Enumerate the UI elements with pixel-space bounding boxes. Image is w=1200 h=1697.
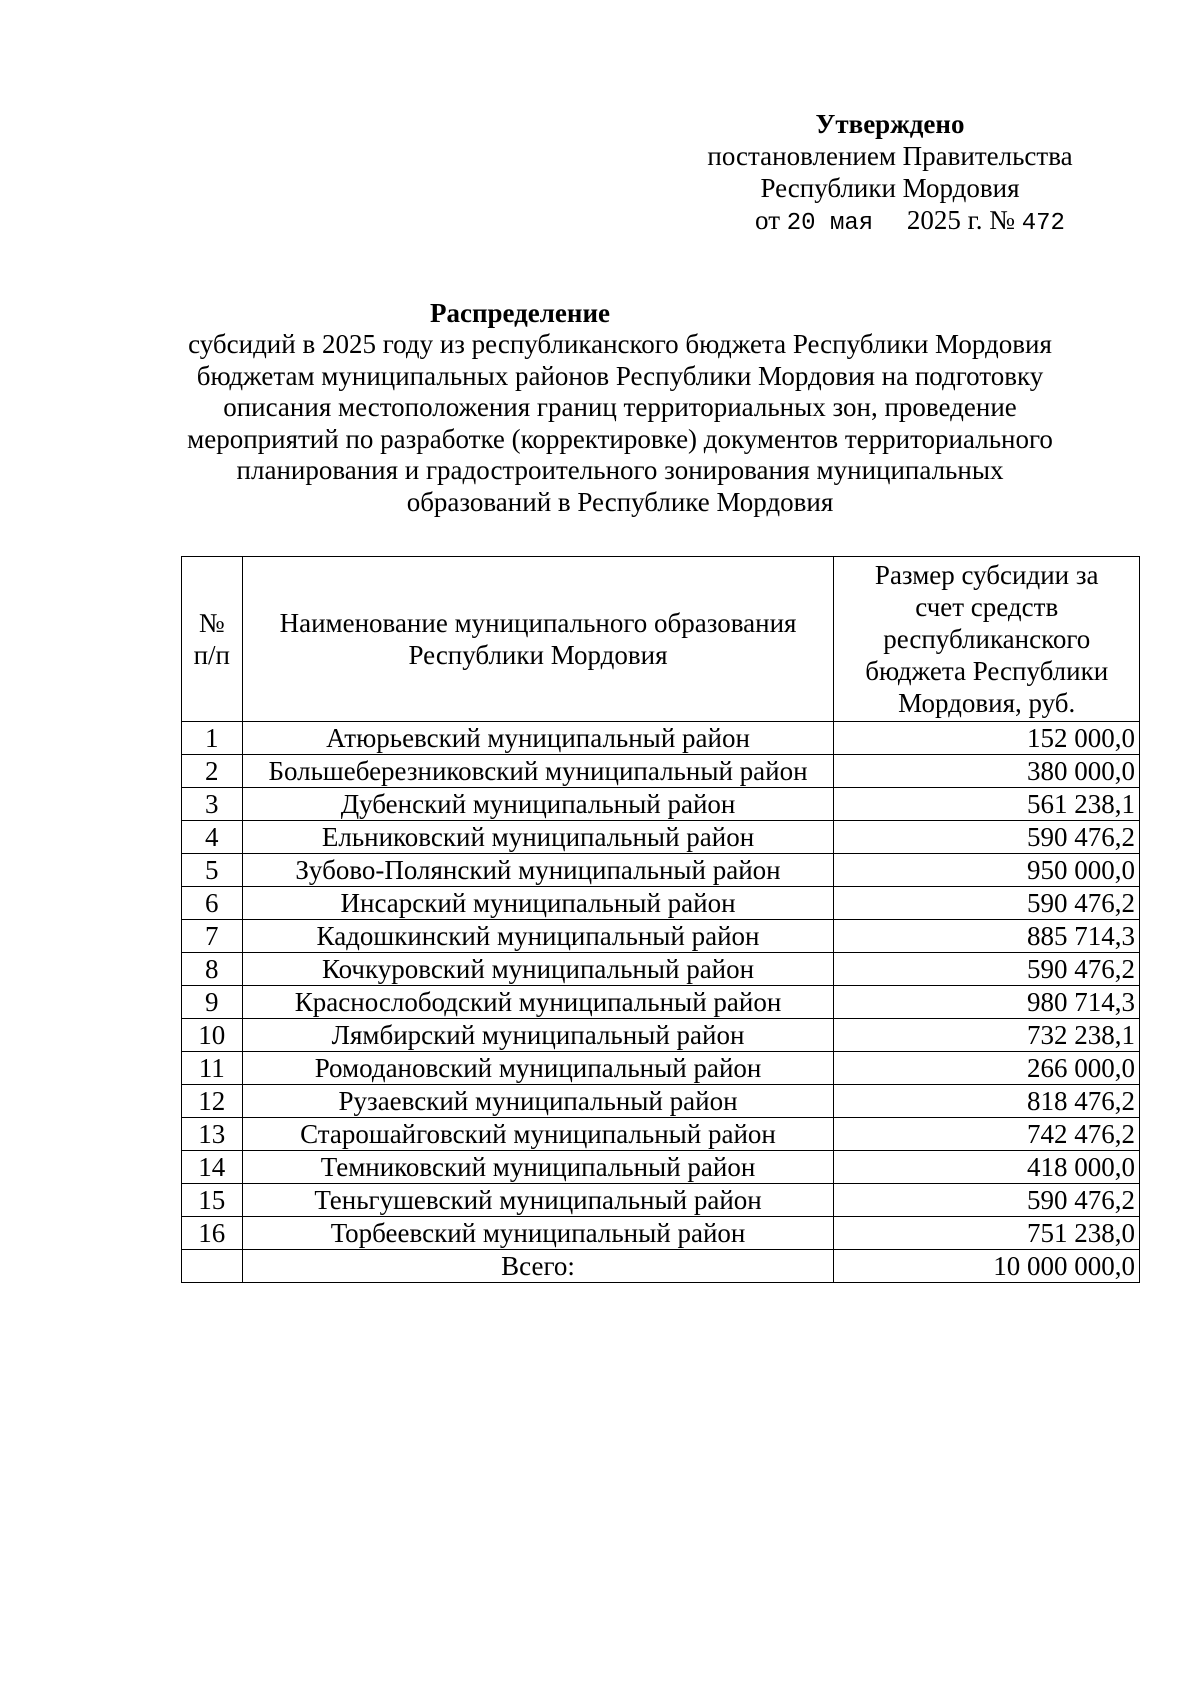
table-row: [182, 854, 1140, 887]
header-amount: [834, 557, 1140, 722]
subtitle-line: образований в Республике Мордовия: [406, 486, 834, 517]
subsidy-distribution-table: [181, 556, 1140, 1283]
table-row: [182, 788, 1140, 821]
subtitle-line: бюджетам муниципальных районов Республики Мордовия на подготовку: [196, 360, 1044, 391]
date-prefix: от: [755, 205, 780, 235]
row-name: Инсарский муниципальный район: [242, 887, 834, 920]
row-name: Теньгушевский муниципальный район: [242, 1184, 834, 1217]
table-row: [182, 1019, 1140, 1052]
table-row: [182, 953, 1140, 986]
total-label: Всего:: [242, 1250, 834, 1283]
table-row: [182, 1151, 1140, 1184]
row-amount: 818 476,2: [834, 1085, 1140, 1118]
total-amount: 10 000 000,0: [834, 1250, 1140, 1283]
row-name: Темниковский муниципальный район: [242, 1151, 834, 1184]
row-number: 6: [182, 887, 243, 920]
row-amount: 590 476,2: [834, 821, 1140, 854]
row-number: 10: [182, 1019, 243, 1052]
approved-heading: Утверждено: [815, 109, 965, 139]
row-amount: 380 000,0: [834, 755, 1140, 788]
document-title: Распределение: [429, 298, 611, 328]
total-num-cell: [182, 1250, 243, 1283]
row-number: 7: [182, 920, 243, 953]
row-amount: 751 238,0: [834, 1217, 1140, 1250]
row-number: 4: [182, 821, 243, 854]
table-row: [182, 920, 1140, 953]
row-number: 11: [182, 1052, 243, 1085]
row-amount: 885 714,3: [834, 920, 1140, 953]
subtitle-line: описания местоположения границ территориальных зон, проведение: [223, 392, 1017, 422]
row-amount: 950 000,0: [834, 854, 1140, 887]
header-amount-line: Размер субсидии за: [874, 560, 1099, 590]
row-name: Кочкуровский муниципальный район: [242, 953, 834, 986]
row-amount: 561 238,1: [834, 788, 1140, 821]
row-amount: 266 000,0: [834, 1052, 1140, 1085]
row-number: 12: [182, 1085, 243, 1118]
row-amount: 590 476,2: [834, 1184, 1140, 1217]
row-name: Рузаевский муниципальный район: [242, 1085, 834, 1118]
header-name-line: Наименование муниципального образования: [279, 608, 797, 638]
row-number: 5: [182, 854, 243, 887]
row-amount: 418 000,0: [834, 1151, 1140, 1184]
table-row: [182, 1184, 1140, 1217]
table-row: [182, 821, 1140, 854]
row-number: 2: [182, 755, 243, 788]
row-name: Атюрьевский муниципальный район: [242, 722, 834, 755]
approval-block: [690, 108, 1090, 240]
row-name: Старошайговский муниципальный район: [242, 1118, 834, 1151]
approval-line-2: Республики Мордовия: [760, 173, 1020, 203]
table-row: [182, 986, 1140, 1019]
resolution-number: 472: [1021, 210, 1065, 237]
total-row: [182, 1250, 1140, 1283]
table-row: [182, 1052, 1140, 1085]
row-number: 13: [182, 1118, 243, 1151]
row-number: 8: [182, 953, 243, 986]
row-number: 15: [182, 1184, 243, 1217]
row-name: Ромодановский муниципальный район: [242, 1052, 834, 1085]
row-number: 16: [182, 1217, 243, 1250]
header-amount-line: Мордовия, руб.: [898, 688, 1076, 718]
table-row: [182, 1085, 1140, 1118]
row-name: Ельниковский муниципальный район: [242, 821, 834, 854]
header-amount-line: республиканского: [883, 624, 1091, 654]
row-amount: 590 476,2: [834, 953, 1140, 986]
row-amount: 732 238,1: [834, 1019, 1140, 1052]
table-row: [182, 1118, 1140, 1151]
row-amount: 742 476,2: [834, 1118, 1140, 1151]
row-name: Лямбирский муниципальный район: [242, 1019, 834, 1052]
row-name: Зубово-Полянский муниципальный район: [242, 854, 834, 887]
header-amount-line: счет средств: [915, 592, 1059, 622]
row-name: Краснослободский муниципальный район: [242, 986, 834, 1019]
subtitle-line: мероприятий по разработке (корректировке) документов территориального: [187, 423, 1053, 454]
row-number: 14: [182, 1151, 243, 1184]
document-subtitle: [120, 329, 1120, 518]
row-name: Дубенский муниципальный район: [242, 788, 834, 821]
date-year: 2025 г. №: [906, 205, 1015, 235]
table-row: [182, 755, 1140, 788]
header-num: [182, 557, 243, 722]
header-num-line: №: [198, 608, 225, 638]
table-row: [182, 722, 1140, 755]
row-name: Торбеевский муниципальный район: [242, 1217, 834, 1250]
header-num-line: п/п: [193, 640, 230, 670]
header-name-line: Республики Мордовия: [408, 640, 668, 670]
row-amount: 980 714,3: [834, 986, 1140, 1019]
row-number: 1: [182, 722, 243, 755]
row-amount: 590 476,2: [834, 887, 1140, 920]
row-number: 3: [182, 788, 243, 821]
row-name: Большеберезниковский муниципальный район: [242, 755, 834, 788]
table-header-row: [182, 557, 1140, 722]
approval-date-line: [690, 204, 1090, 240]
row-number: 9: [182, 986, 243, 1019]
header-name: [242, 557, 834, 722]
subtitle-line: планирования и градостроительного зонирования муниципальных: [236, 455, 1004, 485]
row-name: Кадошкинский муниципальный район: [242, 920, 834, 953]
subtitle-line: субсидий в 2025 году из республиканского бюджета Республики Мордовия: [188, 329, 1052, 359]
approval-line-1: постановлением Правительства: [707, 141, 1073, 171]
table-row: [182, 1217, 1140, 1250]
header-amount-line: бюджета Республики: [865, 656, 1109, 686]
table-row: [182, 887, 1140, 920]
row-amount: 152 000,0: [834, 722, 1140, 755]
date-day-month: 20 мая: [786, 210, 874, 237]
